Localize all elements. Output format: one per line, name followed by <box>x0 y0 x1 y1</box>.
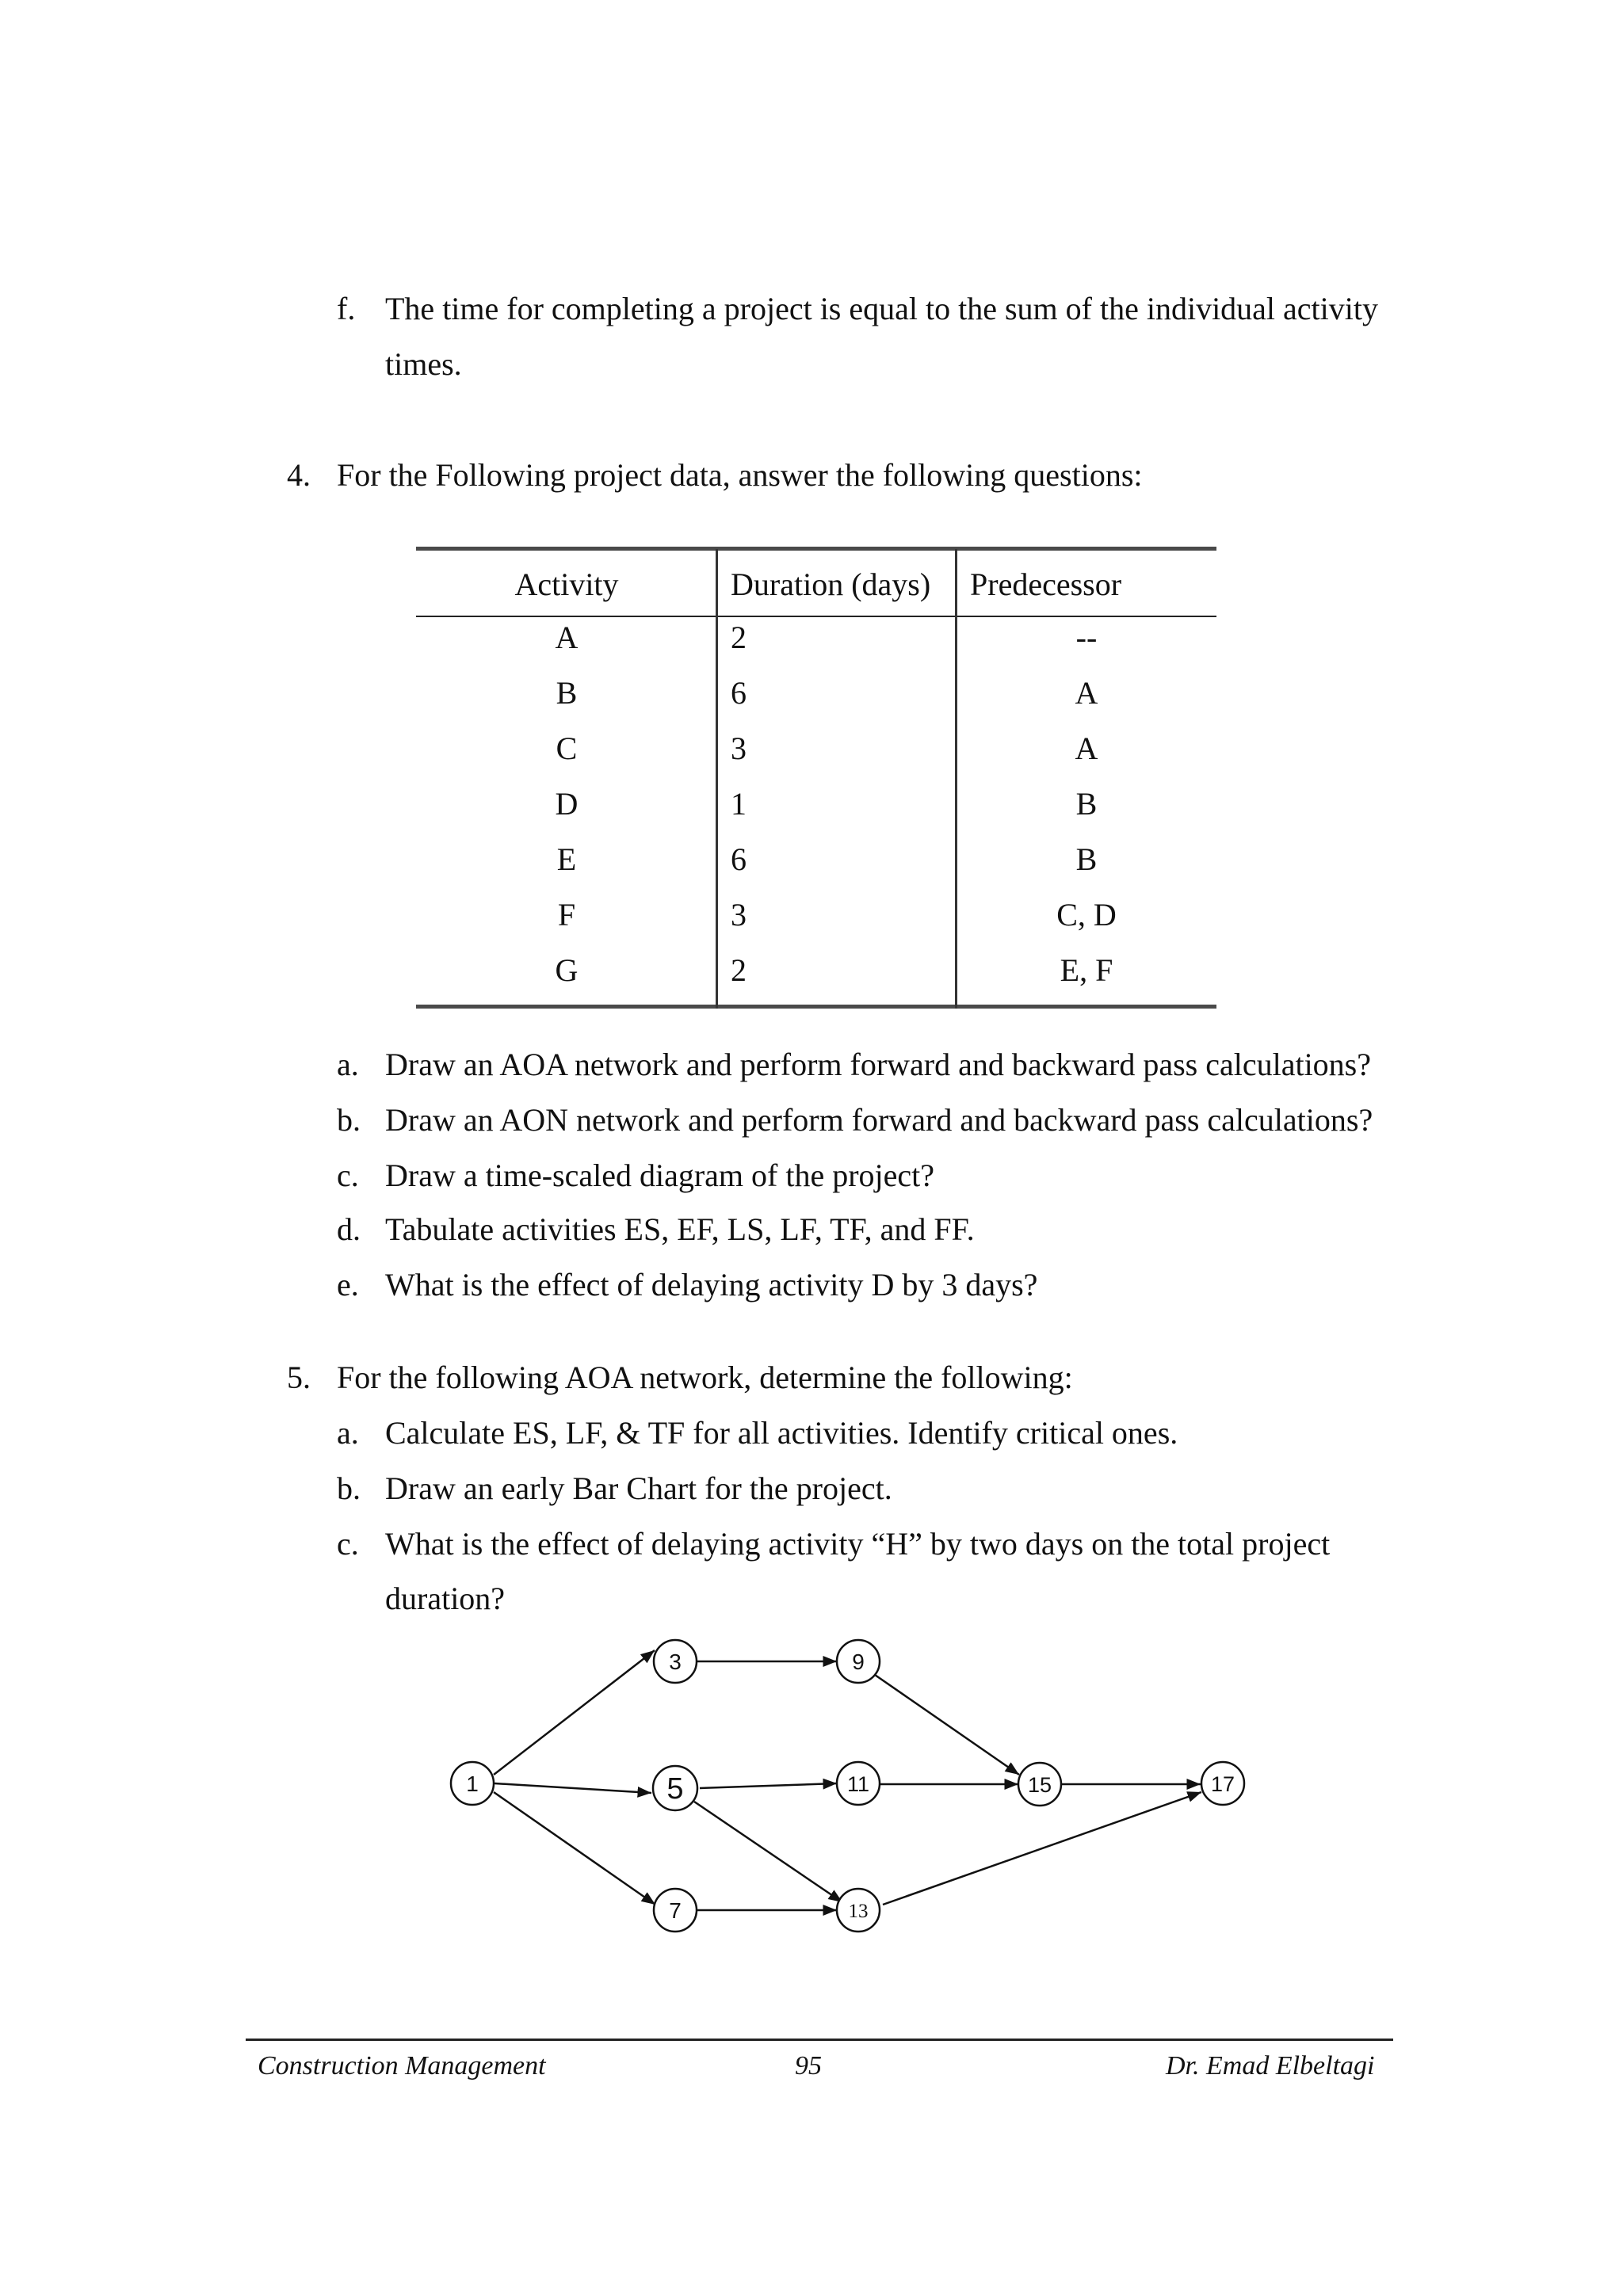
q5-part-a-marker: a. <box>337 1415 359 1451</box>
item-f-text-line2: times. <box>385 346 462 382</box>
arrow-1-5 <box>495 1783 651 1793</box>
footer-rule <box>246 2039 1393 2041</box>
q4-part-c-text: Draw a time-scaled diagram of the project? <box>385 1158 935 1193</box>
node-label: 5 <box>666 1772 684 1806</box>
table-cell-predecessor: -- <box>1075 620 1098 655</box>
arrow-5-13 <box>694 1802 842 1902</box>
q4-part-d-marker: d. <box>337 1211 361 1247</box>
q5-part-c-text-line2: duration? <box>385 1581 506 1616</box>
q5-text: For the following AOA network, determine the following: <box>337 1360 1073 1395</box>
footer-author: Dr. Emad Elbeltagi <box>1166 2051 1375 2081</box>
q4-part-d-text: Tabulate activities ES, EF, LS, LF, TF, and FF. <box>385 1211 975 1247</box>
q4-part-b-text: Draw an AON network and perform forward and backward pass calculations? <box>385 1102 1373 1138</box>
table-header-predecessor: Predecessor <box>970 566 1122 602</box>
table-cell-activity: D <box>555 786 579 822</box>
q4-number: 4. <box>287 457 311 493</box>
table-cell-activity: C <box>556 730 578 766</box>
q4-part-e-marker: e. <box>337 1267 359 1302</box>
node-label: 9 <box>852 1650 865 1674</box>
q5-number: 5. <box>287 1360 311 1395</box>
q5-part-b-marker: b. <box>337 1470 361 1506</box>
footer-course-title: Construction Management <box>258 2051 546 2081</box>
table-cell-predecessor: B <box>1075 841 1098 877</box>
table-cell-duration: 3 <box>731 730 747 766</box>
arrow-5-11 <box>700 1783 837 1788</box>
q5-part-b-text: Draw an early Bar Chart for the project. <box>385 1470 892 1506</box>
q4-part-c-marker: c. <box>337 1158 359 1193</box>
table-cell-predecessor: E, F <box>1060 952 1113 988</box>
node-label: 15 <box>1027 1773 1052 1797</box>
node-label: 13 <box>848 1901 869 1922</box>
q4-text: For the Following project data, answer the following questions: <box>337 457 1143 493</box>
table-cell-activity: F <box>557 897 576 933</box>
arrow-1-7 <box>494 1792 655 1905</box>
table-cell-activity: A <box>555 620 579 655</box>
node-label: 3 <box>669 1650 682 1674</box>
table-cell-predecessor: C, D <box>1056 897 1117 933</box>
node-label: 7 <box>669 1898 682 1923</box>
arrow-13-17 <box>883 1792 1201 1905</box>
table-cell-activity: G <box>555 952 579 988</box>
arrow-1-3 <box>494 1650 655 1775</box>
table-header-activity: Activity <box>514 566 619 602</box>
q5-part-c-marker: c. <box>337 1526 359 1562</box>
q4-part-a-marker: a. <box>337 1047 359 1082</box>
node-label: 17 <box>1210 1772 1235 1796</box>
q4-part-a-text: Draw an AOA network and perform forward and backward pass calculations? <box>385 1047 1372 1082</box>
q4-part-b-marker: b. <box>337 1102 361 1138</box>
table-cell-duration: 1 <box>731 786 747 822</box>
q4-part-e-text: What is the effect of delaying activity D by 3 days? <box>385 1267 1038 1302</box>
table-cell-duration: 2 <box>731 952 747 988</box>
table-cell-predecessor: A <box>1075 730 1098 766</box>
table-cell-activity: E <box>556 841 577 877</box>
table-cell-duration: 6 <box>731 675 747 711</box>
footer-page-number: 95 <box>795 2051 822 2081</box>
node-label: 1 <box>466 1772 479 1796</box>
table-cell-predecessor: B <box>1075 786 1098 822</box>
table-header-duration: Duration (days) <box>731 566 931 602</box>
q5-part-c-text: What is the effect of delaying activity “H” by two days on the total project <box>385 1526 1331 1562</box>
arrow-9-15 <box>875 1675 1019 1775</box>
item-f-text-line1: The time for completing a project is equal to the sum of the individual activity <box>385 291 1379 326</box>
table-cell-duration: 3 <box>731 897 747 933</box>
table-cell-duration: 2 <box>731 620 747 655</box>
table-cell-activity: B <box>556 675 578 711</box>
table-cell-predecessor: A <box>1075 675 1098 711</box>
q5-part-a-text: Calculate ES, LF, & TF for all activities. Identify critical ones. <box>385 1415 1178 1451</box>
item-f-marker: f. <box>337 291 356 326</box>
node-label: 11 <box>846 1772 870 1796</box>
table-cell-duration: 6 <box>731 841 747 877</box>
